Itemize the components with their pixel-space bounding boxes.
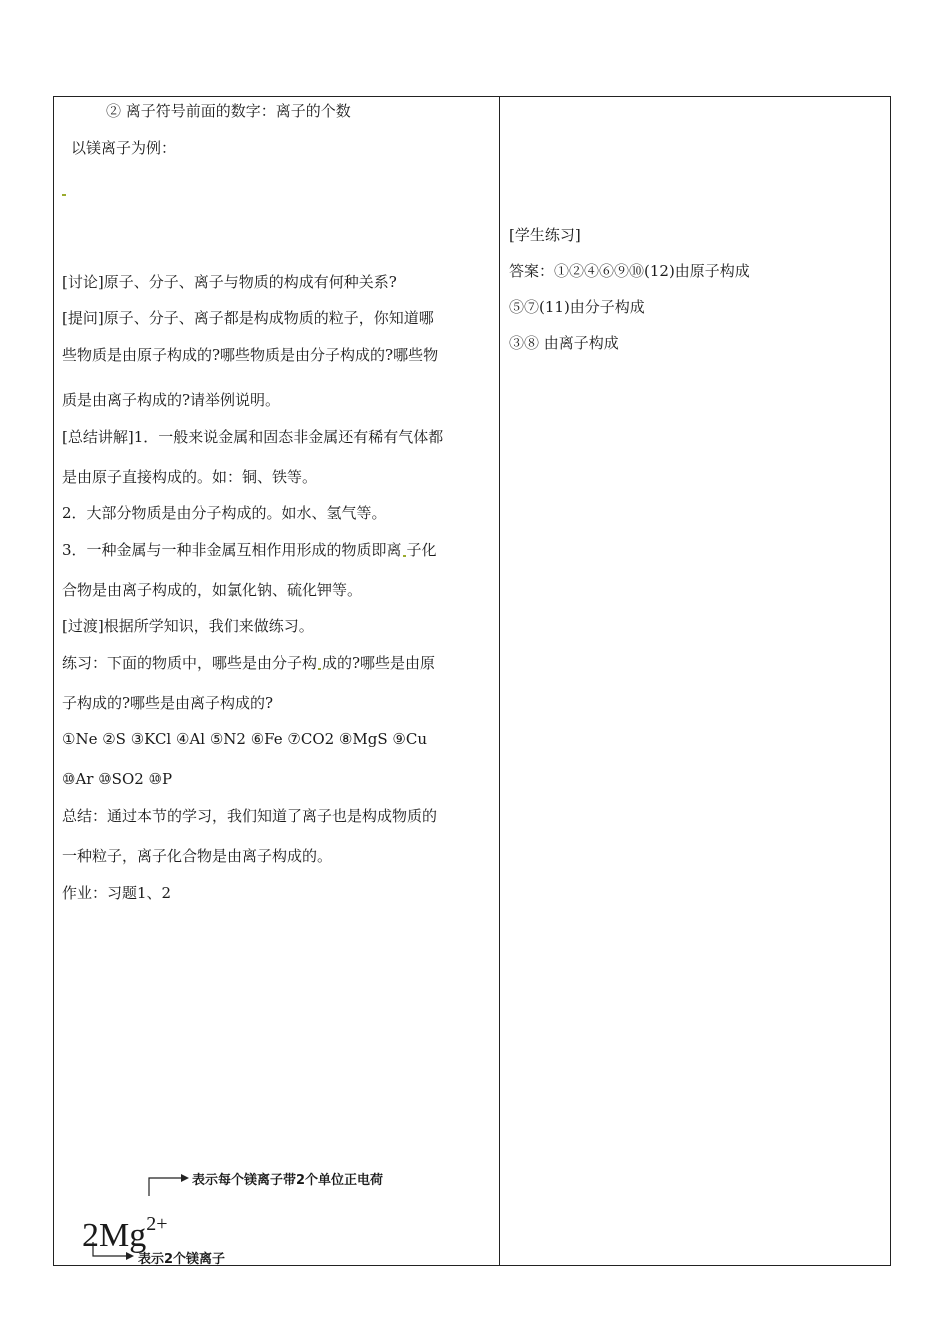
column-divider	[499, 97, 500, 1265]
left-line-7: [总结讲解]1．一般来说金属和固态非金属还有稀有气体都	[62, 428, 444, 446]
left-line-10a: 3．一种金属与一种非金属互相作用形成的物质即离	[62, 541, 402, 559]
right-line-4: ③⑧ 由离子构成	[509, 334, 619, 352]
left-line-13a: 练习：下面的物质中，哪些是由分子构	[62, 654, 318, 672]
left-line-13	[62, 653, 435, 673]
left-line-4: [提问]原子、分子、离子都是构成物质的粒子，你知道哪	[62, 309, 434, 327]
lesson-table	[53, 96, 891, 1266]
left-line-13b: 成的?哪些是由原	[322, 654, 436, 672]
left-line-8: 是由原子直接构成的。如：铜、铁等。	[62, 468, 318, 486]
left-line-17: 总结：通过本节的学习，我们知道了离子也是构成物质的	[62, 807, 438, 825]
left-line-11: 合物是由离子构成的，如氯化钠、硫化钾等。	[62, 581, 363, 599]
formula-note-top: 表示每个镁离子带2个单位正电荷	[192, 1173, 384, 1188]
right-line-1: [学生练习]	[509, 226, 581, 244]
formula-note-bottom: 表示2个镁离子	[138, 1252, 226, 1267]
mark-dot-2	[318, 668, 321, 670]
left-line-3: [讨论]原子、分子、离子与物质的构成有何种关系?	[62, 273, 397, 291]
left-line-9: 2．大部分物质是由分子构成的。如水、氢气等。	[62, 504, 387, 522]
left-line-5: 些物质是由原子构成的?哪些物质是由分子构成的?哪些物	[62, 346, 439, 364]
left-line-16: ⑩Ar ⑩SO2 ⑩P	[62, 770, 173, 788]
left-line-1: ② 离子符号前面的数字：离子的个数	[106, 102, 351, 120]
right-line-2: 答案：①②④⑥⑨⑩(12)由原子构成	[509, 262, 750, 280]
mark-dot	[403, 555, 406, 557]
left-line-15: ①Ne ②S ③KCl ④Al ⑤N2 ⑥Fe ⑦CO2 ⑧MgS ⑨Cu	[62, 730, 427, 748]
formula-charge: 2+	[146, 1213, 168, 1235]
left-line-10	[62, 540, 437, 560]
left-line-10b: 子化	[406, 541, 437, 559]
left-line-14: 子构成的?哪些是由离子构成的?	[62, 694, 274, 712]
left-line-2: 以镁离子为例：	[71, 139, 177, 157]
right-line-3: ⑤⑦(11)由分子构成	[509, 298, 645, 316]
left-line-12: [过渡]根据所学知识，我们来做练习。	[62, 617, 314, 635]
left-line-19: 作业：习题1、2	[62, 884, 172, 902]
mark-tick	[62, 194, 66, 196]
mg-ion-figure	[82, 1162, 462, 1267]
left-line-6: 质是由离子构成的?请举例说明。	[62, 391, 281, 409]
left-line-18: 一种粒子，离子化合物是由离子构成的。	[62, 847, 333, 865]
formula-symbol: 2Mg	[82, 1217, 147, 1254]
